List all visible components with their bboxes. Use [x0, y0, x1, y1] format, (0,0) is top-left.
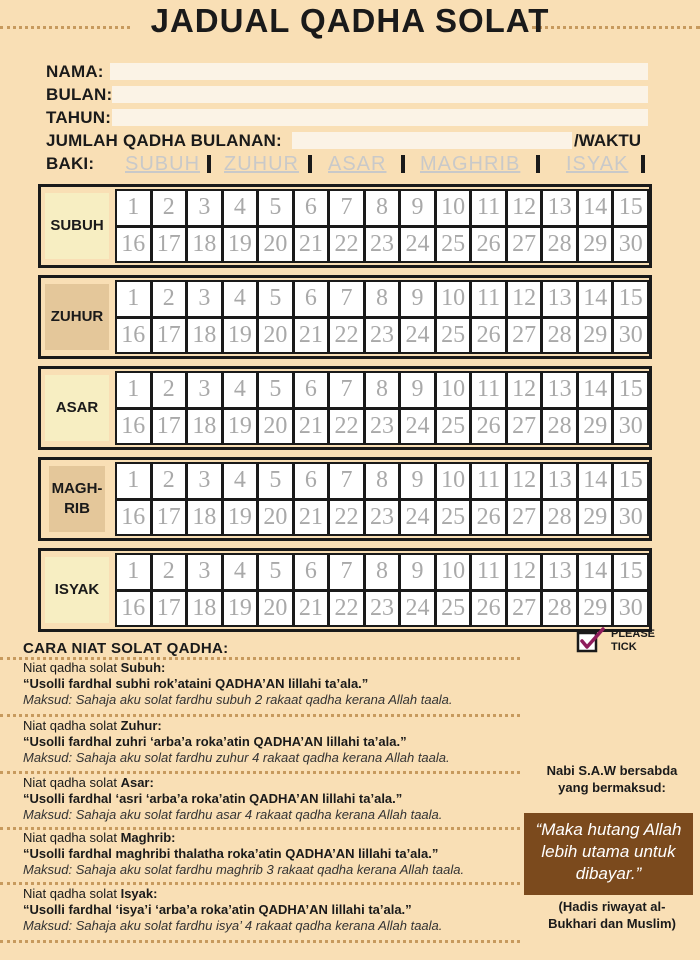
day-cell[interactable]: 1 [117, 282, 150, 316]
day-cell[interactable]: 17 [153, 501, 186, 535]
day-cell[interactable]: 7 [330, 191, 363, 225]
day-cell[interactable]: 1 [117, 555, 150, 589]
day-cell[interactable]: 21 [295, 501, 328, 535]
nama-field[interactable] [110, 63, 648, 80]
niat-divider [0, 714, 520, 717]
day-cell[interactable]: 18 [188, 228, 221, 262]
day-cell[interactable]: 23 [366, 410, 399, 444]
baki-subuh[interactable]: SUBUH [125, 153, 201, 175]
day-cell[interactable]: 18 [188, 592, 221, 626]
day-cell[interactable]: 30 [614, 410, 647, 444]
day-cell[interactable]: 7 [330, 373, 363, 407]
day-cell[interactable]: 11 [472, 191, 505, 225]
day-cell[interactable]: 18 [188, 410, 221, 444]
day-cell[interactable]: 12 [508, 282, 541, 316]
jumlah-field[interactable] [292, 132, 572, 149]
day-cell[interactable]: 26 [472, 501, 505, 535]
day-cell[interactable]: 2 [153, 282, 186, 316]
niat-maghrib: Niat qadha solat Maghrib: “Usolli fardhal maghribi thalatha roka’atin QADHA’AN lillahi ta’ala.” Maksud: Sahaja aku solat fardhu maghrib 3 rakaat qadha kerana Allah taala. [23, 830, 465, 877]
day-cell[interactable]: 27 [508, 592, 541, 626]
niat-isyak: Niat qadha solat Isyak: “Usolli fardhal ‘isya’i ‘arba’a roka’atin QADHA’AN lillahi ta’ala.” Maksud: Sahaja aku solat fardhu isya’ 4 rakaat qadha kerana Allah taala. [23, 886, 443, 933]
prayer-label: SUBUH [45, 193, 109, 259]
day-cell[interactable]: 22 [330, 319, 363, 353]
prayer-label: MAGH-RIB [49, 466, 105, 532]
day-cell[interactable]: 29 [579, 228, 612, 262]
niat-asar: Niat qadha solat Asar: “Usolli fardhal ‘asri ‘arba’a roka’atin QADHA’AN lillahi ta’ala.” Maksud: Sahaja aku solat fardhu asar 4 rakaat qadha kerana Allah taala. [23, 775, 443, 822]
baki-isyak[interactable]: ISYAK [566, 153, 629, 175]
day-cell[interactable]: 15 [614, 191, 647, 225]
day-cell[interactable]: 12 [508, 464, 541, 498]
jumlah-label: JUMLAH QADHA BULANAN: [46, 131, 282, 150]
day-cell[interactable]: 2 [153, 191, 186, 225]
bulan-field[interactable] [112, 86, 648, 103]
day-cell[interactable]: 17 [153, 592, 186, 626]
baki-separator [207, 155, 211, 173]
day-cell[interactable]: 27 [508, 501, 541, 535]
day-cell[interactable]: 22 [330, 592, 363, 626]
day-cell[interactable]: 7 [330, 282, 363, 316]
day-cell[interactable]: 25 [437, 501, 470, 535]
day-cell[interactable]: 12 [508, 555, 541, 589]
day-cell[interactable]: 9 [401, 282, 434, 316]
tahun-label: TAHUN: [46, 108, 112, 127]
day-cell[interactable]: 8 [366, 464, 399, 498]
day-cell[interactable]: 6 [295, 373, 328, 407]
day-cell[interactable]: 19 [224, 592, 257, 626]
day-cell[interactable]: 5 [259, 191, 292, 225]
day-cell[interactable]: 16 [117, 501, 150, 535]
day-cell[interactable]: 29 [579, 501, 612, 535]
day-cell[interactable]: 16 [117, 228, 150, 262]
day-cell[interactable]: 25 [437, 410, 470, 444]
day-cell[interactable]: 28 [543, 592, 576, 626]
day-cell[interactable]: 26 [472, 319, 505, 353]
day-cell[interactable]: 4 [224, 282, 257, 316]
day-cell[interactable]: 28 [543, 501, 576, 535]
day-cell[interactable]: 21 [295, 228, 328, 262]
day-cell[interactable]: 11 [472, 464, 505, 498]
day-cell[interactable]: 7 [330, 555, 363, 589]
day-cell[interactable]: 6 [295, 555, 328, 589]
baki-asar[interactable]: ASAR [328, 153, 387, 175]
please-tick-label: PLEASE TICK [611, 628, 656, 653]
day-cell[interactable]: 27 [508, 410, 541, 444]
day-cell[interactable]: 19 [224, 410, 257, 444]
prayer-block-asar [38, 366, 652, 450]
day-cell[interactable]: 3 [188, 191, 221, 225]
day-cell[interactable]: 30 [614, 319, 647, 353]
day-cell[interactable]: 19 [224, 501, 257, 535]
day-cell[interactable]: 24 [401, 501, 434, 535]
day-cell[interactable]: 3 [188, 555, 221, 589]
niat-divider [0, 940, 520, 943]
hadith-intro: Nabi S.A.W bersabda yang bermaksud: [546, 763, 678, 795]
day-cell[interactable]: 16 [117, 410, 150, 444]
niat-divider [0, 882, 520, 885]
baki-zuhur[interactable]: ZUHUR [224, 153, 299, 175]
prayer-label: ISYAK [45, 557, 109, 623]
day-cell[interactable]: 3 [188, 464, 221, 498]
baki-separator [641, 155, 645, 173]
prayer-label: ASAR [45, 375, 109, 441]
checkbox-tick-icon [576, 627, 606, 653]
day-cell[interactable]: 27 [508, 228, 541, 262]
day-cell[interactable]: 17 [153, 410, 186, 444]
day-cell[interactable]: 10 [437, 373, 470, 407]
tick-grid [115, 462, 649, 536]
tick-grid [115, 280, 649, 354]
day-cell[interactable]: 23 [366, 501, 399, 535]
page-title: JADUAL QADHA SOLAT [150, 2, 550, 39]
cara-niat-title: CARA NIAT SOLAT QADHA: [23, 640, 229, 657]
day-cell[interactable]: 14 [579, 373, 612, 407]
day-cell[interactable]: 18 [188, 501, 221, 535]
tick-grid [115, 189, 649, 263]
day-cell[interactable]: 12 [508, 373, 541, 407]
day-cell[interactable]: 16 [117, 592, 150, 626]
day-cell[interactable]: 29 [579, 592, 612, 626]
day-cell[interactable]: 10 [437, 555, 470, 589]
day-cell[interactable]: 4 [224, 191, 257, 225]
tick-grid [115, 371, 649, 445]
waktu-suffix: /WAKTU [574, 131, 642, 150]
day-cell[interactable]: 23 [366, 592, 399, 626]
day-cell[interactable]: 8 [366, 555, 399, 589]
day-cell[interactable]: 5 [259, 464, 292, 498]
day-cell[interactable]: 15 [614, 464, 647, 498]
day-cell[interactable]: 20 [259, 228, 292, 262]
day-cell[interactable]: 5 [259, 555, 292, 589]
day-cell[interactable]: 4 [224, 555, 257, 589]
day-cell[interactable]: 24 [401, 410, 434, 444]
baki-separator [308, 155, 312, 173]
day-cell[interactable]: 26 [472, 592, 505, 626]
day-cell[interactable]: 6 [295, 464, 328, 498]
day-cell[interactable]: 30 [614, 592, 647, 626]
day-cell[interactable]: 29 [579, 410, 612, 444]
day-cell[interactable]: 1 [117, 464, 150, 498]
day-cell[interactable]: 7 [330, 464, 363, 498]
day-cell[interactable]: 22 [330, 501, 363, 535]
day-cell[interactable]: 13 [543, 191, 576, 225]
day-cell[interactable]: 13 [543, 282, 576, 316]
prayer-block-zuhur [38, 275, 652, 359]
day-cell[interactable]: 11 [472, 555, 505, 589]
niat-zuhur: Niat qadha solat Zuhur: “Usolli fardhal zuhri ‘arba’a roka’atin QADHA’AN lillahi ta’ala.” Maksud: Sahaja aku solat fardhu zuhur 4 rakaat qadha kerana Allah taala. [23, 718, 450, 765]
day-cell[interactable]: 10 [437, 191, 470, 225]
day-cell[interactable]: 26 [472, 410, 505, 444]
day-cell[interactable]: 20 [259, 592, 292, 626]
day-cell[interactable]: 1 [117, 373, 150, 407]
day-cell[interactable]: 19 [224, 319, 257, 353]
baki-label: BAKI: [46, 154, 95, 173]
day-cell[interactable]: 5 [259, 282, 292, 316]
bulan-label: BULAN: [46, 85, 113, 104]
day-cell[interactable]: 2 [153, 555, 186, 589]
day-cell[interactable]: 27 [508, 319, 541, 353]
day-cell[interactable]: 15 [614, 282, 647, 316]
day-cell[interactable]: 15 [614, 373, 647, 407]
day-cell[interactable]: 2 [153, 464, 186, 498]
niat-divider [0, 771, 520, 774]
day-cell[interactable]: 8 [366, 191, 399, 225]
day-cell[interactable]: 10 [437, 464, 470, 498]
day-cell[interactable]: 8 [366, 282, 399, 316]
day-cell[interactable]: 23 [366, 319, 399, 353]
day-cell[interactable]: 30 [614, 501, 647, 535]
hadith-source: (Hadis riwayat al-Bukhari dan Muslim) [548, 899, 676, 931]
day-cell[interactable]: 9 [401, 373, 434, 407]
day-cell[interactable]: 11 [472, 282, 505, 316]
day-cell[interactable]: 2 [153, 373, 186, 407]
day-cell[interactable]: 9 [401, 191, 434, 225]
day-cell[interactable]: 24 [401, 228, 434, 262]
day-cell[interactable]: 13 [543, 555, 576, 589]
prayer-block-subuh [38, 184, 652, 268]
day-cell[interactable]: 25 [437, 228, 470, 262]
day-cell[interactable]: 28 [543, 228, 576, 262]
nama-label: NAMA: [46, 62, 104, 81]
day-cell[interactable]: 17 [153, 319, 186, 353]
day-cell[interactable]: 20 [259, 319, 292, 353]
day-cell[interactable]: 12 [508, 191, 541, 225]
day-cell[interactable]: 20 [259, 410, 292, 444]
day-cell[interactable]: 14 [579, 191, 612, 225]
tahun-field[interactable] [112, 109, 648, 126]
day-cell[interactable]: 3 [188, 373, 221, 407]
day-cell[interactable]: 29 [579, 319, 612, 353]
day-cell[interactable]: 14 [579, 555, 612, 589]
day-cell[interactable]: 18 [188, 319, 221, 353]
baki-maghrib[interactable]: MAGHRIB [420, 153, 521, 175]
hadith-quote: “Maka hutang Allah lebih utama untuk dibayar.” [524, 813, 693, 895]
day-cell[interactable]: 6 [295, 282, 328, 316]
day-cell[interactable]: 11 [472, 373, 505, 407]
tick-grid [115, 553, 649, 627]
day-cell[interactable]: 21 [295, 410, 328, 444]
day-cell[interactable]: 15 [614, 555, 647, 589]
day-cell[interactable]: 21 [295, 592, 328, 626]
day-cell[interactable]: 10 [437, 282, 470, 316]
day-cell[interactable]: 28 [543, 319, 576, 353]
day-cell[interactable]: 9 [401, 555, 434, 589]
day-cell[interactable]: 9 [401, 464, 434, 498]
day-cell[interactable]: 28 [543, 410, 576, 444]
day-cell[interactable]: 20 [259, 501, 292, 535]
day-cell[interactable]: 14 [579, 282, 612, 316]
day-cell[interactable]: 1 [117, 191, 150, 225]
day-cell[interactable]: 25 [437, 592, 470, 626]
prayer-block-maghrib [38, 457, 652, 541]
day-cell[interactable]: 21 [295, 319, 328, 353]
day-cell[interactable]: 24 [401, 592, 434, 626]
day-cell[interactable]: 22 [330, 228, 363, 262]
day-cell[interactable]: 26 [472, 228, 505, 262]
day-cell[interactable]: 25 [437, 319, 470, 353]
day-cell[interactable]: 13 [543, 373, 576, 407]
day-cell[interactable]: 4 [224, 373, 257, 407]
day-cell[interactable]: 17 [153, 228, 186, 262]
baki-separator [401, 155, 405, 173]
niat-subuh: Niat qadha solat Subuh: “Usolli fardhal subhi rok’ataini QADHA’AN lillahi ta’ala.” Maksud: Sahaja aku solat fardhu subuh 2 rakaat qadha kerana Allah taala. [23, 660, 453, 707]
day-cell[interactable]: 22 [330, 410, 363, 444]
day-cell[interactable]: 24 [401, 319, 434, 353]
day-cell[interactable]: 5 [259, 373, 292, 407]
day-cell[interactable]: 16 [117, 319, 150, 353]
day-cell[interactable]: 19 [224, 228, 257, 262]
day-cell[interactable]: 14 [579, 464, 612, 498]
prayer-block-isyak [38, 548, 652, 632]
prayer-label: ZUHUR [45, 284, 109, 350]
day-cell[interactable]: 6 [295, 191, 328, 225]
day-cell[interactable]: 23 [366, 228, 399, 262]
day-cell[interactable]: 13 [543, 464, 576, 498]
day-cell[interactable]: 8 [366, 373, 399, 407]
day-cell[interactable]: 4 [224, 464, 257, 498]
day-cell[interactable]: 3 [188, 282, 221, 316]
baki-separator [536, 155, 540, 173]
day-cell[interactable]: 30 [614, 228, 647, 262]
